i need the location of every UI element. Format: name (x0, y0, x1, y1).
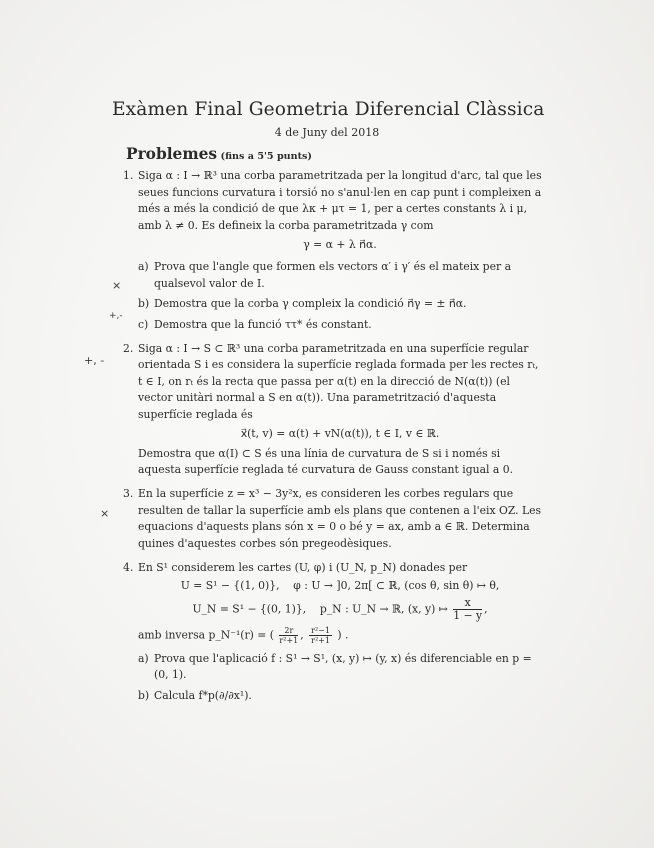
inverse-fraction-2 (309, 626, 332, 645)
part-text: Prova que l'aplicació f : S¹ → S¹, (x, y) ↦ (y, x) és diferenciable en p = (0, 1). (154, 651, 532, 682)
problem-2-formula: x⃗(t, v) = α(t) + vN(α(t)), t ∈ I, v ∈ ℝ. (240, 427, 440, 441)
part-text: Demostra que la corba γ compleix la condició n⃗γ = ± n⃗α. (154, 297, 467, 311)
part-label: a) (138, 260, 149, 274)
part-label: c) (138, 317, 149, 331)
inverse-separator: , (300, 628, 304, 642)
exam-date: 4 de Juny del 2018 (274, 126, 380, 139)
problem-1-part-c (112, 317, 542, 333)
section-title: Problemes (126, 145, 218, 163)
problem-4-part-b (112, 688, 542, 704)
chart-un-end: , (484, 602, 488, 616)
handwritten-mark-2: +, - (84, 354, 105, 367)
fraction-numerator: r²−1 (311, 625, 330, 635)
problem-1-number: 1. (123, 169, 134, 183)
problem-4-chart-u (138, 578, 542, 594)
chart-un-domain: U_N = S¹ − {(0, 1)}, (192, 602, 307, 616)
fraction-denominator: r²+1 (279, 635, 299, 645)
inverse-prefix: amb inversa p_N⁻¹(r) = ( (138, 628, 274, 642)
problem-1-part-a (112, 259, 542, 292)
problem-4-chart-un (138, 597, 542, 622)
part-label: b) (138, 688, 150, 702)
problem-1-part-b (112, 296, 542, 312)
fraction-numerator: 2r (279, 626, 298, 636)
problem-4-inverse (138, 626, 542, 645)
handwritten-mark-3: ⨯ (100, 507, 110, 520)
exam-title: Exàmen Final Geometria Diferencial Clàssica (112, 99, 545, 120)
problem-4-intro: En S¹ considerem les cartes (U, φ) i (U_N, p_N) donades per (138, 560, 468, 574)
chart-un-fraction (453, 597, 482, 622)
fraction-denominator: r²+1 (311, 635, 330, 645)
chart-un-map: p_N : U_N → ℝ, (x, y) ↦ (319, 602, 448, 616)
problem-4-part-a (112, 651, 542, 684)
fraction-numerator: x (453, 597, 482, 610)
problem-3 (112, 486, 542, 552)
problem-4 (112, 560, 542, 645)
problem-1-text: Siga α : I → ℝ³ una corba parametritzada per la longitud d'arc, tal que les seues funcions curvatura i torsió no s'anul·len en cap punt i compleixen a més a més la condició de que λκ + μτ = 1, per a certes constants λ i μ, amb λ ≠ 0. Es defineix la corba parametritzada γ com (138, 169, 542, 232)
section-heading (126, 146, 542, 165)
problem-3-text: En la superfície z = x³ − 3y²x, es consideren les corbes regulars que resulten de tallar la superfície amb els plans que contenen a l'eix OZ. Les equacions d'aquests plans són x = 0 o bé y = ax, amb a ∈ ℝ. Determina quines d'aquestes corbes són pregeodèsiques. (138, 487, 542, 550)
part-text: Calcula f*p(∂/∂x¹). (154, 688, 252, 702)
problem-2-text-2: Demostra que α(I) ⊂ S és una línia de curvatura de S si i només si aquesta superfície reglada té curvatura de Gauss constant igual a 0. (138, 446, 514, 476)
fraction-denominator: 1 − y (453, 608, 483, 622)
problem-2-text: Siga α : I → S ⊂ ℝ³ una corba parametritzada en una superfície regular orientada S i es considera la superfície reglada formada per les rectes rₜ, t ∈ I, on rₜ és la recta que passa per α(t) en la direcció de N(α(t)) (el vector unitàri normal a S en α(t)). Una parametrització d'aquesta superfície reglada és (138, 342, 539, 421)
chart-u-domain: U = S¹ − {(1, 0)}, (180, 579, 280, 593)
problem-1 (112, 168, 542, 253)
exam-sheet (112, 98, 545, 708)
inverse-fraction-1 (279, 626, 298, 645)
part-label: a) (138, 651, 149, 665)
problem-2 (112, 341, 542, 478)
handwritten-mark-1a: ⨯ (112, 279, 122, 292)
section-points: (fins a 5'5 punts) (220, 151, 312, 162)
problem-1-formula: γ = α + λ n⃗α. (303, 238, 377, 252)
inverse-suffix: ) . (337, 628, 349, 642)
part-text: Demostra que la funció ττ* és constant. (154, 317, 372, 331)
problem-4-number: 4. (123, 560, 134, 574)
part-text: Prova que l'angle que formen els vectors α′ i γ′ és el mateix per a qualsevol valor de I. (154, 260, 512, 290)
problem-3-number: 3. (123, 487, 134, 501)
handwritten-mark-1b: +,- (109, 311, 123, 321)
chart-u-map: φ : U → ]0, 2π[ ⊂ ℝ, (cos θ, sin θ) ↦ θ, (293, 579, 500, 593)
problem-2-number: 2. (123, 342, 134, 356)
part-label: b) (138, 297, 150, 311)
